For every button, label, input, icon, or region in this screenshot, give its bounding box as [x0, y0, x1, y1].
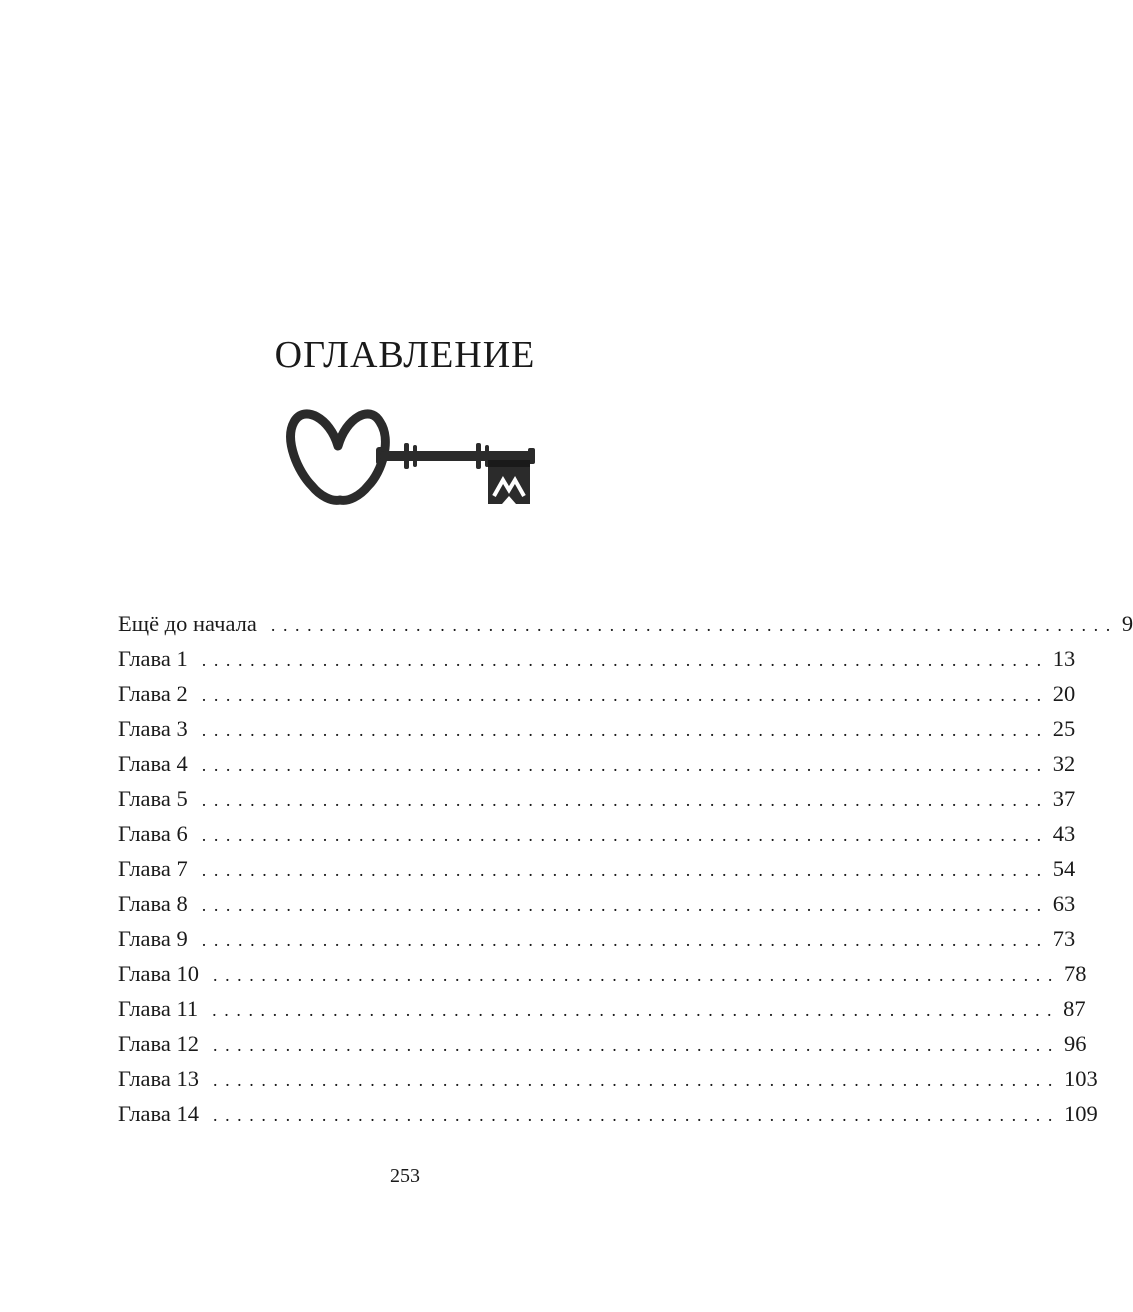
dot-leader: ...................................................................... — [212, 1105, 1060, 1125]
toc-entry-page: 54 — [1052, 856, 1076, 881]
toc-entry[interactable] — [118, 956, 1087, 991]
toc-entry-title: Глава 12 — [118, 1031, 199, 1056]
dot-leader: ...................................................................... — [212, 1000, 1060, 1020]
toc-entry-title: Глава 14 — [118, 1101, 199, 1126]
dot-leader: ...................................................................... — [212, 1070, 1060, 1090]
toc-entry-page: 109 — [1063, 1101, 1098, 1126]
toc-entry[interactable] — [118, 886, 1076, 921]
toc-entry-title: Глава 6 — [118, 821, 188, 846]
toc-entry[interactable] — [118, 746, 1076, 781]
toc-entry-title: Глава 7 — [118, 856, 188, 881]
toc-entry-page: 78 — [1063, 961, 1087, 986]
dot-leader: ...................................................................... — [201, 755, 1049, 775]
dot-leader: ...................................................................... — [201, 790, 1049, 810]
toc-entry-title: Глава 4 — [118, 751, 188, 776]
toc-entry-page: 87 — [1063, 996, 1086, 1021]
dot-leader: ...................................................................... — [212, 965, 1060, 985]
toc-entry[interactable] — [118, 606, 1133, 641]
dot-leader: ...................................................................... — [201, 720, 1049, 740]
toc-entry[interactable] — [118, 781, 1076, 816]
toc-entry[interactable] — [118, 991, 1086, 1026]
toc-entry-page: 20 — [1052, 681, 1076, 706]
toc-entry[interactable] — [118, 921, 1076, 956]
toc-entry[interactable] — [118, 816, 1076, 851]
toc-entry-page: 96 — [1063, 1031, 1087, 1056]
dot-leader: ...................................................................... — [201, 825, 1049, 845]
dot-leader: ...................................................................... — [201, 860, 1049, 880]
dot-leader: ...................................................................... — [201, 895, 1049, 915]
toc-entry-title: Глава 8 — [118, 891, 188, 916]
toc-entry-title: Глава 1 — [118, 646, 188, 671]
toc-entry-title: Глава 11 — [118, 996, 199, 1021]
toc-entry-title: Глава 3 — [118, 716, 188, 741]
toc-entry-page: 73 — [1052, 926, 1076, 951]
toc-entry[interactable] — [118, 851, 1076, 886]
toc-entry-page: 37 — [1052, 786, 1076, 811]
toc-entry[interactable] — [118, 676, 1076, 711]
toc-entry[interactable] — [118, 1026, 1087, 1061]
page-title: ОГЛАВЛЕНИЕ — [274, 334, 536, 376]
toc-entry[interactable] — [118, 711, 1076, 746]
dot-leader: ...................................................................... — [212, 1035, 1060, 1055]
toc-entry-title: Глава 13 — [118, 1066, 199, 1091]
toc-entry-title: Глава 5 — [118, 786, 188, 811]
table-of-contents — [118, 606, 1133, 1131]
dot-leader: ...................................................................... — [201, 685, 1049, 705]
toc-entry-page: 103 — [1063, 1066, 1098, 1091]
toc-entry-page: 13 — [1052, 646, 1076, 671]
dot-leader: ...................................................................... — [201, 650, 1049, 670]
toc-entry-page: 9 — [1121, 611, 1133, 636]
toc-entry-title: Глава 10 — [118, 961, 199, 986]
toc-entry-page: 32 — [1052, 751, 1076, 776]
toc-entry[interactable] — [118, 1096, 1098, 1131]
toc-entry-title: Глава 9 — [118, 926, 188, 951]
dot-leader: ...................................................................... — [201, 930, 1049, 950]
heart-key-icon — [280, 400, 542, 515]
toc-entry[interactable] — [118, 1061, 1098, 1096]
page-number: 253 — [390, 1165, 420, 1187]
toc-entry-title: Глава 2 — [118, 681, 188, 706]
dot-leader: ...................................................................... — [270, 615, 1118, 635]
toc-entry-page: 25 — [1052, 716, 1076, 741]
toc-entry-page: 63 — [1052, 891, 1076, 916]
toc-entry[interactable] — [118, 641, 1076, 676]
toc-entry-title: Ещё до начала — [118, 611, 257, 636]
toc-entry-page: 43 — [1052, 821, 1076, 846]
